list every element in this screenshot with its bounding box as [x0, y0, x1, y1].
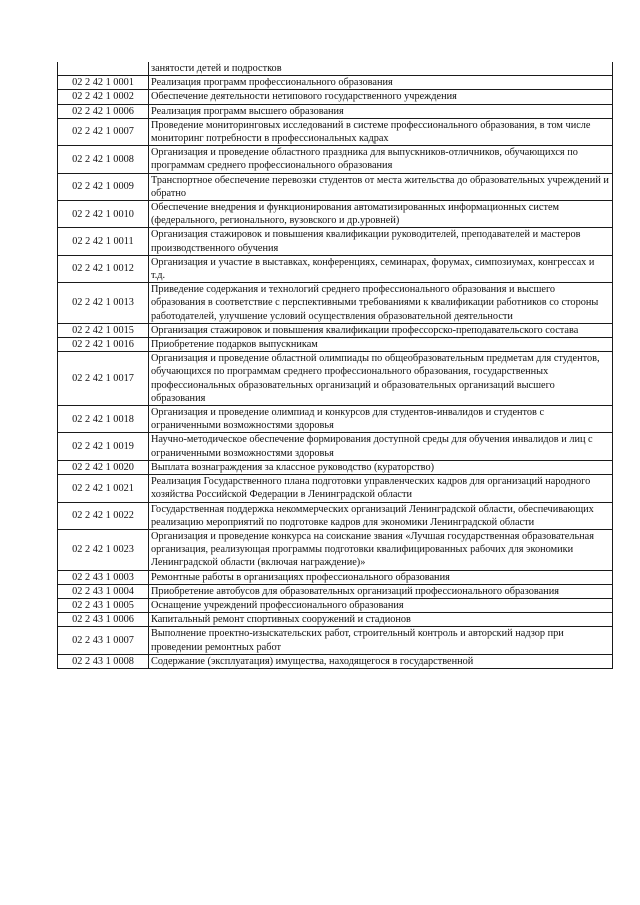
code-cell: 02 2 42 1 0012 [58, 255, 149, 282]
code-cell: 02 2 42 1 0006 [58, 104, 149, 118]
description-cell: Содержание (эксплуатация) имущества, находящегося в государственной [149, 654, 613, 668]
table-row [58, 598, 613, 612]
table-row [58, 104, 613, 118]
description-cell: Реализация Государственного плана подготовки управленческих кадров для организаций народного хозяйства Российской Федерации в Ленинградской области [149, 475, 613, 502]
table-row [58, 228, 613, 255]
budget-code-table [57, 62, 613, 669]
code-cell: 02 2 42 1 0002 [58, 90, 149, 104]
code-cell: 02 2 43 1 0004 [58, 584, 149, 598]
code-cell: 02 2 42 1 0019 [58, 433, 149, 460]
code-cell: 02 2 42 1 0016 [58, 338, 149, 352]
description-cell: Проведение мониторинговых исследований в системе профессионального образования, в том числе мониторинг потребности в профессиональных кадрах [149, 118, 613, 145]
code-cell: 02 2 42 1 0020 [58, 460, 149, 474]
table-row [58, 433, 613, 460]
table-row [58, 475, 613, 502]
description-cell: Организация стажировок и повышения квалификации профессорско-преподавательского состава [149, 323, 613, 337]
description-cell: Организация и участие в выставках, конференциях, семинарах, форумах, симпозиумах, конгрессах и т.д. [149, 255, 613, 282]
code-cell: 02 2 43 1 0007 [58, 627, 149, 654]
code-cell: 02 2 42 1 0022 [58, 502, 149, 529]
table-row [58, 502, 613, 529]
code-cell: 02 2 42 1 0021 [58, 475, 149, 502]
table-row [58, 201, 613, 228]
table-row [58, 62, 613, 76]
code-cell: 02 2 43 1 0006 [58, 613, 149, 627]
description-cell: Транспортное обеспечение перевозки студентов от места жительства до образовательных учреждений и обратно [149, 173, 613, 200]
table-row [58, 529, 613, 570]
code-cell: 02 2 42 1 0017 [58, 352, 149, 406]
description-cell: Обеспечение деятельности нетипового государственного учреждения [149, 90, 613, 104]
table-row [58, 76, 613, 90]
table-row [58, 338, 613, 352]
table-row [58, 584, 613, 598]
table-row [58, 460, 613, 474]
description-cell: Реализация программ высшего образования [149, 104, 613, 118]
code-cell: 02 2 42 1 0018 [58, 406, 149, 433]
code-cell: 02 2 42 1 0023 [58, 529, 149, 570]
description-cell: Приведение содержания и технологий среднего профессионального образования и высшего образования в соответствие с перспективными требованиями к квалификации работников со стороны работодателей, улучшение условий осуществления образовательной деятельности [149, 283, 613, 324]
description-cell: Оснащение учреждений профессионального образования [149, 598, 613, 612]
code-cell: 02 2 42 1 0001 [58, 76, 149, 90]
description-cell: Выплата вознаграждения за классное руководство (кураторство) [149, 460, 613, 474]
description-cell: Капитальный ремонт спортивных сооружений и стадионов [149, 613, 613, 627]
description-cell: Ремонтные работы в организациях профессионального образования [149, 570, 613, 584]
description-cell: Государственная поддержка некоммерческих организаций Ленинградской области, обеспечивающих реализацию мероприятий по подготовке кадров для экономики Ленинградской области [149, 502, 613, 529]
code-cell: 02 2 43 1 0008 [58, 654, 149, 668]
table-row [58, 146, 613, 173]
description-cell: Научно-методическое обеспечение формирования доступной среды для обучения инвалидов и лиц с ограниченными возможностями здоровья [149, 433, 613, 460]
description-cell: Выполнение проектно-изыскательских работ, строительный контроль и авторский надзор при проведении ремонтных работ [149, 627, 613, 654]
table-row [58, 118, 613, 145]
description-cell: Обеспечение внедрения и функционирования автоматизированных информационных систем (федерального, регионального, вузовского и др.уровней) [149, 201, 613, 228]
description-cell: Организация и проведение областного праздника для выпускников-отличников, обучающихся по программам среднего профессионального образования [149, 146, 613, 173]
document-page [57, 62, 613, 669]
description-cell: Организация стажировок и повышения квалификации руководителей, преподавателей и мастеров производственного обучения [149, 228, 613, 255]
description-cell: Приобретение подарков выпускникам [149, 338, 613, 352]
table-row [58, 323, 613, 337]
table-row [58, 406, 613, 433]
table-row [58, 255, 613, 282]
table-row [58, 352, 613, 406]
code-cell: 02 2 43 1 0003 [58, 570, 149, 584]
table-row [58, 627, 613, 654]
code-cell: 02 2 42 1 0008 [58, 146, 149, 173]
table-row [58, 570, 613, 584]
description-cell: Приобретение автобусов для образовательных организаций профессионального образования [149, 584, 613, 598]
table-row [58, 613, 613, 627]
table-row [58, 654, 613, 668]
description-cell: Организация и проведение олимпиад и конкурсов для студентов-инвалидов и студентов с ограниченными возможностями здоровья [149, 406, 613, 433]
table-row [58, 90, 613, 104]
code-cell: 02 2 42 1 0010 [58, 201, 149, 228]
code-cell: 02 2 42 1 0011 [58, 228, 149, 255]
description-cell: занятости детей и подростков [149, 62, 613, 76]
description-cell: Реализация программ профессионального образования [149, 76, 613, 90]
table-row [58, 173, 613, 200]
code-cell: 02 2 43 1 0005 [58, 598, 149, 612]
code-cell: 02 2 42 1 0009 [58, 173, 149, 200]
description-cell: Организация и проведение конкурса на соискание звания «Лучшая государственная образовательная организация, реализующая программы подготовки квалифицированных рабочих для экономики Ленинградской области (включая награждение)» [149, 529, 613, 570]
table-row [58, 283, 613, 324]
description-cell: Организация и проведение областной олимпиады по общеобразовательным предметам для студентов, обучающихся по программам среднего профессионального образования, государственных профессиональных образовательных организаций и образовательных организаций высшего образования [149, 352, 613, 406]
code-cell: 02 2 42 1 0015 [58, 323, 149, 337]
code-cell: 02 2 42 1 0007 [58, 118, 149, 145]
code-cell: 02 2 42 1 0013 [58, 283, 149, 324]
code-cell [58, 62, 149, 76]
